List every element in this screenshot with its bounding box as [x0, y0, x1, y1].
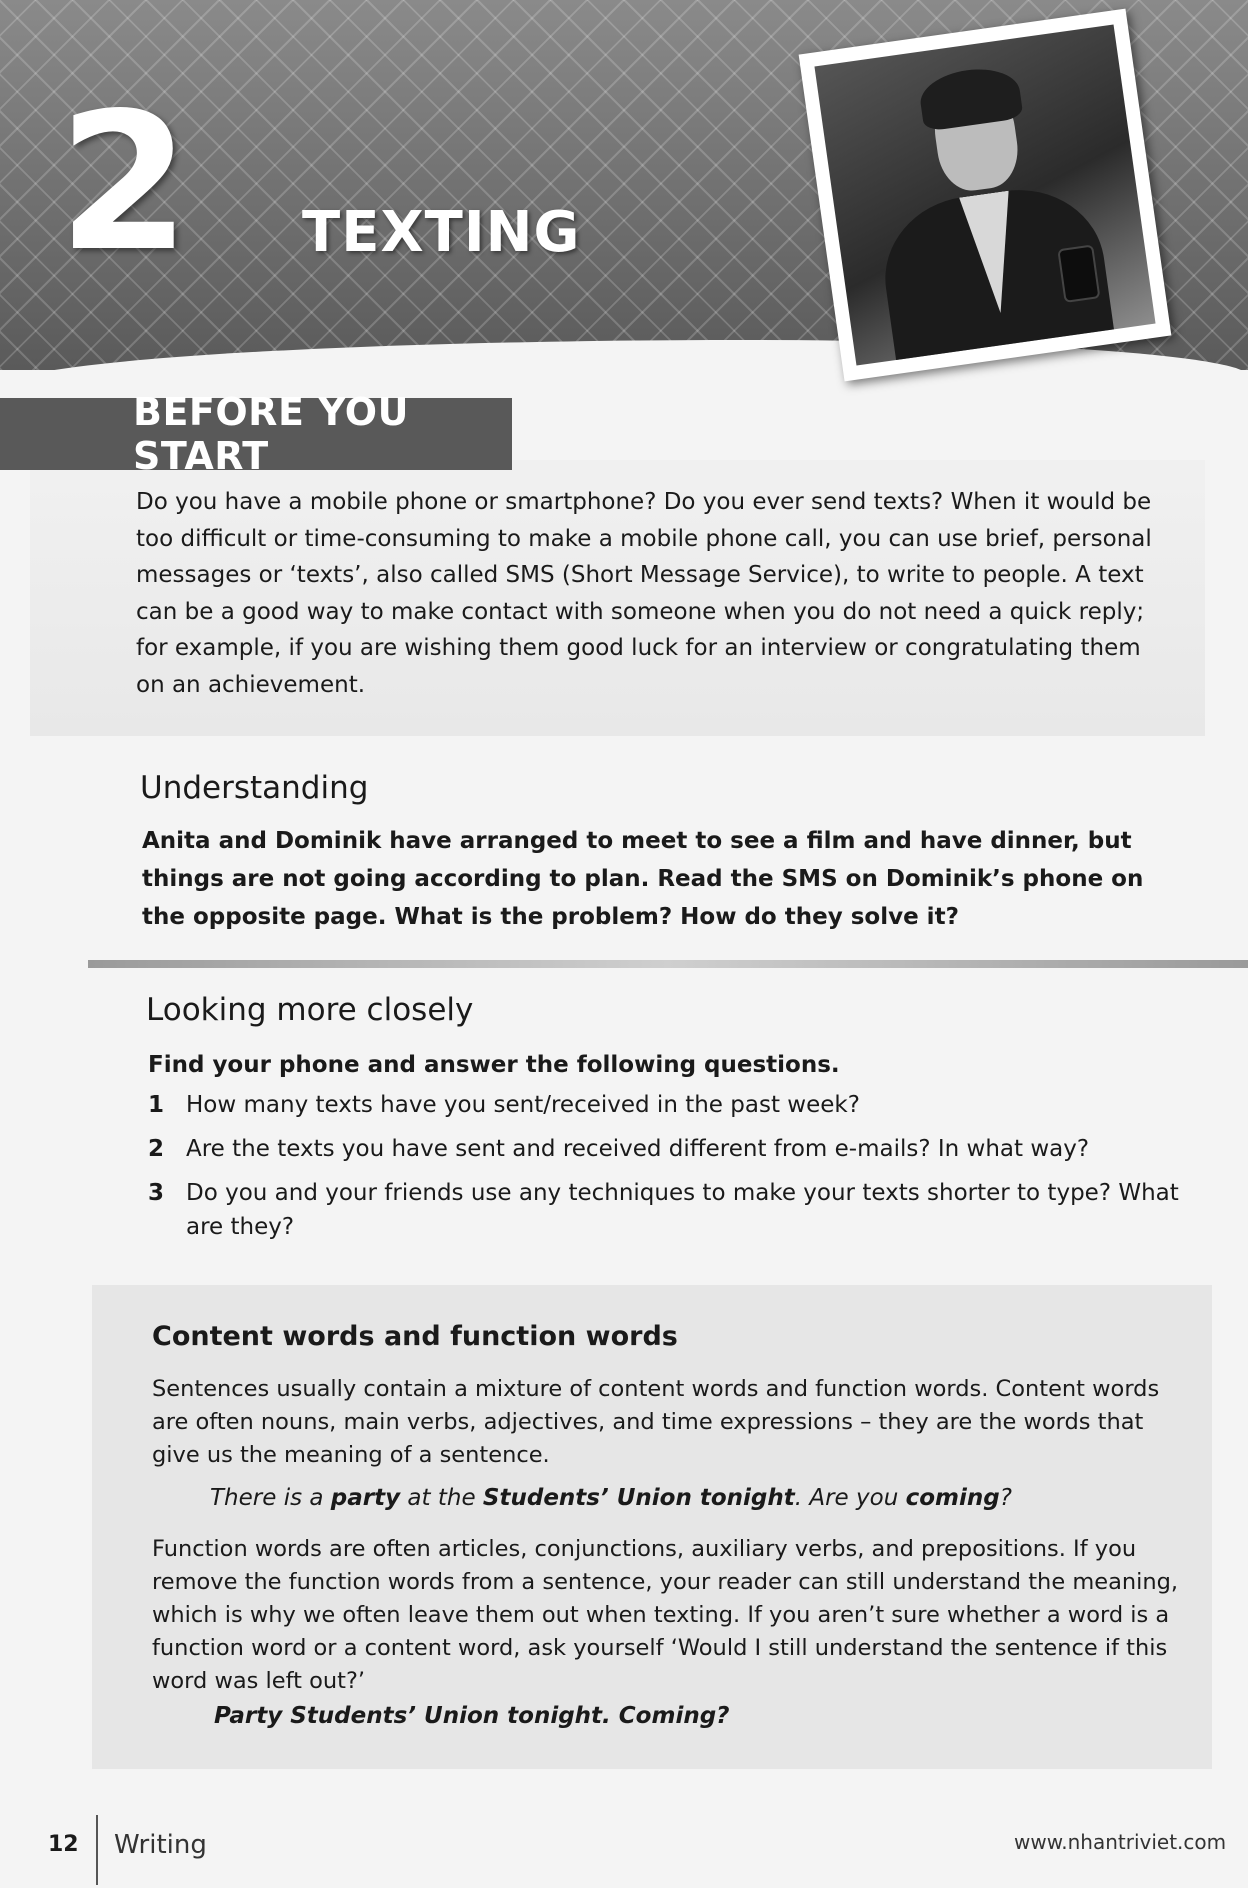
book-title: Writing — [114, 1830, 207, 1860]
page-number: 12 — [48, 1832, 79, 1857]
question-number: 1 — [148, 1092, 165, 1118]
example-sentence-full: There is a party at the Students’ Union tonight. Are you coming? — [210, 1485, 1012, 1511]
unit-number: 2 — [58, 72, 191, 293]
question-list — [148, 1088, 1198, 1254]
box-paragraph-2: Function words are often articles, conjunctions, auxiliary verbs, and prepositions. If you remove the function words from a sentence, your reader can still understand the meaning, which is why we often leave them out when texting. If you aren’t sure whether a word is a function word or a content word, ask yourself ‘Would I still understand the sentence if this word was left out?’ — [152, 1536, 1179, 1694]
understanding-heading: Understanding — [140, 770, 369, 806]
footer-url: www.nhantriviet.com — [1014, 1830, 1227, 1854]
looking-closely-heading: Looking more closely — [146, 992, 474, 1028]
list-item — [148, 1176, 1198, 1244]
person-with-phone-image — [814, 24, 1155, 365]
question-text: Are the texts you have sent and received different from e-mails? In what way? — [186, 1136, 1090, 1162]
box-title: Content words and function words — [152, 1321, 678, 1352]
understanding-instruction: Anita and Dominik have arranged to meet to see a film and have dinner, but things are not going according to plan. Read the SMS on Dominik’s phone on the opposite page. What is the problem? How do they solve it? — [142, 828, 1144, 930]
question-text: How many texts have you sent/received in the past week? — [186, 1092, 860, 1118]
phone-icon — [1057, 244, 1100, 302]
content-words-box — [92, 1285, 1212, 1769]
question-number: 3 — [148, 1180, 165, 1206]
chapter-photo — [799, 9, 1172, 382]
question-number: 2 — [148, 1136, 165, 1162]
section-divider — [88, 960, 1248, 968]
footer-divider — [96, 1815, 98, 1885]
box-paragraph-1: Sentences usually contain a mixture of content words and function words. Content words are often nouns, main verbs, adjectives, and time expressions – they are the words that give us the meaning of a sentence. — [152, 1376, 1160, 1468]
intro-paragraph: Do you have a mobile phone or smartphone? Do you ever send texts? When it would be too difficult or time-consuming to make a mobile phone call, you can use brief, personal messages or ‘texts’, also called SMS (Short Message Service), to write to people. A text can be a good way to make contact with someone when you do not need a quick reply; for example, if you are wishing them good luck for an interview or congratulating them on an achievement. — [136, 489, 1152, 698]
looking-closely-instruction: Find your phone and answer the following questions. — [148, 1052, 840, 1078]
question-text: Do you and your friends use any techniques to make your texts shorter to type? What are they? — [186, 1180, 1179, 1240]
before-you-start-banner — [0, 390, 512, 478]
list-item — [148, 1132, 1198, 1166]
unit-title: TEXTING — [302, 200, 581, 265]
before-you-start-label: BEFORE YOU START — [133, 390, 409, 478]
example-sentence-short: Party Students’ Union tonight. Coming? — [214, 1703, 730, 1729]
list-item — [148, 1088, 1198, 1122]
